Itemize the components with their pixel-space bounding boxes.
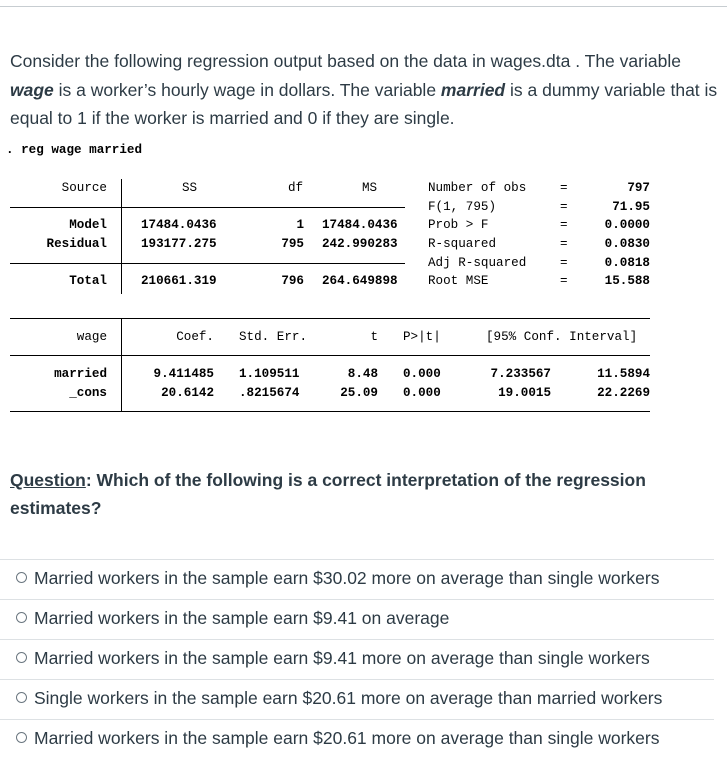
stata-command: . reg wage married	[6, 143, 143, 157]
anova-vertical-rule	[121, 179, 122, 294]
stat-eq: =	[560, 274, 568, 288]
stat-value: 15.588	[604, 274, 650, 288]
anova-row-df: 1	[296, 218, 304, 232]
anova-rule-right	[121, 207, 405, 208]
coef-row-se: 1.109511	[239, 367, 300, 381]
radio-icon[interactable]	[16, 572, 27, 583]
coef-header-t: t	[370, 330, 378, 344]
coef-bottom-rule	[10, 411, 650, 412]
stat-value: 0.0818	[604, 256, 650, 270]
coef-header-p: P>|t|	[403, 330, 441, 344]
top-divider	[0, 6, 727, 7]
coef-row-se: .8215674	[239, 386, 300, 400]
coef-row-coef: 9.411485	[153, 367, 214, 381]
intro-paragraph: Consider the following regression output based on the data in wages.dta . The variable wage is a worker’s hourly wage in dollars. The variable married is a dummy variable that is equal to 1 if the worker is married and 0 if they are single.	[10, 51, 718, 128]
stat-eq: =	[560, 200, 568, 214]
stat-eq: =	[560, 218, 568, 232]
coef-header-se: Std. Err.	[239, 330, 308, 344]
coef-header-rule	[10, 355, 650, 356]
answer-option[interactable]	[0, 599, 714, 639]
anova-total-rule	[10, 263, 405, 264]
coef-row-var: married	[54, 367, 107, 381]
stat-value: 0.0000	[604, 218, 650, 232]
anova-row-ss: 193177.275	[141, 237, 217, 251]
anova-row-source: Residual	[46, 237, 107, 251]
anova-row-df: 795	[281, 237, 304, 251]
anova-row-ms: 242.990283	[322, 237, 398, 251]
anova-row-ss: 17484.0436	[141, 218, 217, 232]
radio-icon[interactable]	[16, 732, 27, 743]
radio-icon[interactable]	[16, 692, 27, 703]
anova-row-ms: 264.649898	[322, 274, 398, 288]
anova-rule-left	[10, 207, 121, 208]
answer-option[interactable]	[0, 679, 714, 719]
stat-value: 71.95	[612, 200, 650, 214]
answer-options	[0, 559, 714, 759]
answer-option[interactable]	[0, 639, 714, 679]
anova-header-df: df	[288, 181, 304, 195]
anova-header-ss: SS	[182, 181, 198, 195]
coef-row-t: 8.48	[347, 367, 378, 381]
coef-row-p: 0.000	[403, 386, 441, 400]
anova-row-source: Total	[69, 274, 107, 288]
answer-option[interactable]	[0, 559, 714, 599]
coef-row-ci-high: 11.5894	[597, 367, 650, 381]
anova-row-df: 796	[281, 274, 304, 288]
question-text: Question: Which of the following is a correct interpretation of the regression estimates?	[10, 470, 646, 518]
anova-header-source: Source	[61, 181, 107, 195]
anova-row-ms: 17484.0436	[322, 218, 398, 232]
stat-label: F(1, 795)	[428, 200, 497, 214]
coef-header-var: wage	[76, 330, 107, 344]
coef-row-var: _cons	[69, 386, 107, 400]
married-variable: married	[440, 79, 506, 100]
answer-option-label[interactable]: Married workers in the sample earn $9.41 more on average than single workers	[34, 648, 650, 668]
coef-row-coef: 20.6142	[161, 386, 214, 400]
answer-option-label[interactable]: Married workers in the sample earn $20.61 more on average than single workers	[34, 728, 660, 748]
stat-eq: =	[560, 256, 568, 270]
answer-option-label[interactable]: Single workers in the sample earn $20.61 more on average than married workers	[34, 688, 663, 708]
anova-row-source: Model	[69, 218, 107, 232]
coef-header-coef: Coef.	[176, 330, 214, 344]
stat-eq: =	[560, 237, 568, 251]
coef-top-rule	[10, 318, 650, 319]
stat-label: Adj R-squared	[428, 256, 527, 270]
answer-option-label[interactable]: Married workers in the sample earn $9.41 on average	[34, 608, 450, 628]
coef-vertical-rule	[121, 318, 122, 412]
coef-row-p: 0.000	[403, 367, 441, 381]
coef-row-ci-high: 22.2269	[597, 386, 650, 400]
coef-header-ci: [95% Conf. Interval]	[486, 330, 638, 344]
anova-header-ms: MS	[362, 181, 378, 195]
anova-row-ss: 210661.319	[141, 274, 217, 288]
stat-value: 797	[627, 181, 650, 195]
stat-label: R-squared	[428, 237, 497, 251]
coef-row-ci-low: 7.233567	[490, 367, 551, 381]
stat-value: 0.0830	[604, 237, 650, 251]
radio-icon[interactable]	[16, 652, 27, 663]
stat-label: Prob > F	[428, 218, 489, 232]
answer-option-label[interactable]: Married workers in the sample earn $30.02 more on average than single workers	[34, 568, 660, 588]
question-label: Question	[10, 470, 86, 490]
stat-label: Number of obs	[428, 181, 527, 195]
stat-eq: =	[560, 181, 568, 195]
answer-option[interactable]	[0, 719, 714, 759]
coef-row-t: 25.09	[340, 386, 378, 400]
stat-label: Root MSE	[428, 274, 489, 288]
coef-row-ci-low: 19.0015	[498, 386, 551, 400]
radio-icon[interactable]	[16, 612, 27, 623]
wage-variable: wage	[10, 79, 54, 100]
